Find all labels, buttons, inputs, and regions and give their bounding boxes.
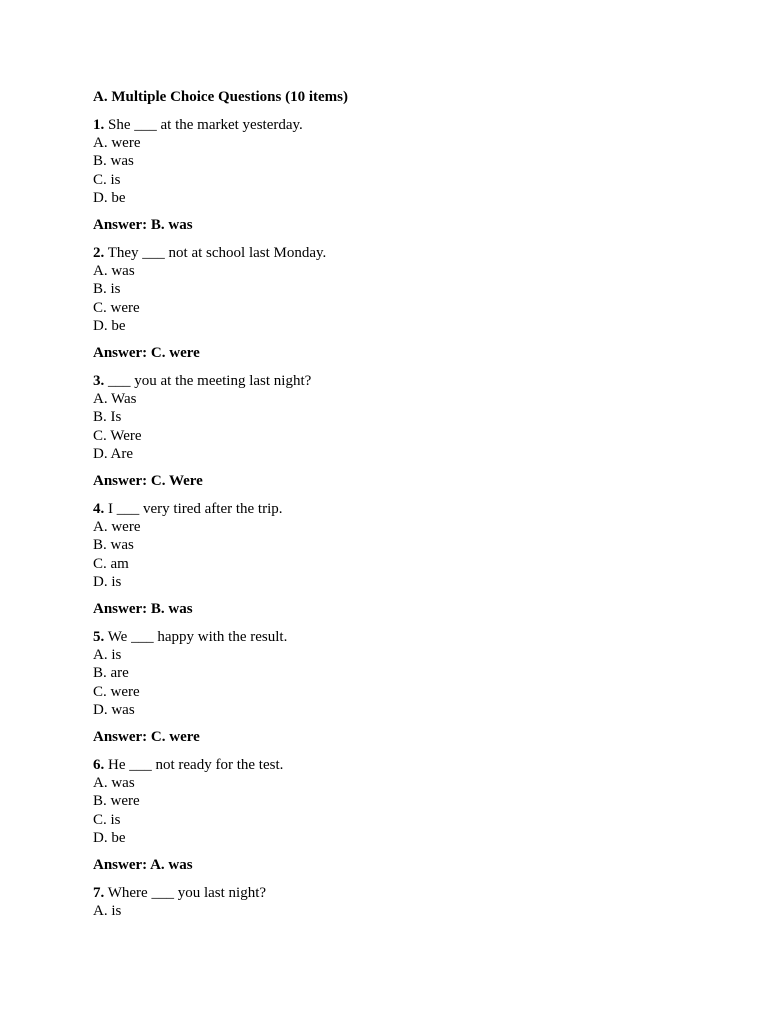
question-block-4 <box>93 500 713 618</box>
question-block-6 <box>93 756 713 874</box>
question-text: She ___ at the market yesterday. <box>104 117 303 133</box>
question-text: We ___ happy with the result. <box>104 629 288 646</box>
answer-2: Answer: C. were <box>93 345 200 362</box>
question-number: 2. <box>93 245 105 262</box>
option-c: C. Were <box>93 427 142 444</box>
question-number: 1. <box>93 117 105 133</box>
option-c: C. is <box>93 171 121 188</box>
option-d: D. be <box>93 317 126 334</box>
option-b: B. were <box>93 793 140 810</box>
section-title: A. Multiple Choice Questions (10 items) <box>93 89 348 105</box>
question-text: Where ___ you last night? <box>104 885 267 902</box>
answer-5: Answer: C. were <box>93 729 200 746</box>
question-number: 7. <box>93 885 105 902</box>
answer-4: Answer: B. was <box>93 601 193 618</box>
question-block-3 <box>93 372 713 490</box>
option-a: A. is <box>93 647 122 664</box>
question-3 <box>93 372 713 390</box>
option-d: D. be <box>93 189 126 206</box>
question-block-7 <box>93 884 713 920</box>
option-a: A. were <box>93 519 141 536</box>
question-text: I ___ very tired after the trip. <box>104 501 283 518</box>
option-d: D. was <box>93 701 135 718</box>
option-b: B. was <box>93 153 134 170</box>
question-number: 4. <box>93 501 105 518</box>
option-a: A. was <box>93 775 135 792</box>
question-7 <box>93 884 713 902</box>
question-1 <box>93 116 713 134</box>
option-d: D. is <box>93 573 122 590</box>
question-block-1 <box>93 116 713 234</box>
document-page <box>93 88 713 921</box>
option-a: A. was <box>93 263 135 280</box>
option-b: B. is <box>93 281 121 298</box>
question-2 <box>93 244 713 262</box>
question-block-5 <box>93 628 713 746</box>
question-number: 6. <box>93 757 105 774</box>
answer-6: Answer: A. was <box>93 857 193 874</box>
option-d: D. Are <box>93 445 133 462</box>
option-a: A. is <box>93 903 122 920</box>
question-4 <box>93 500 713 518</box>
option-a: A. were <box>93 135 141 152</box>
question-text: ___ you at the meeting last night? <box>104 373 312 390</box>
question-5 <box>93 628 713 646</box>
option-b: B. are <box>93 665 129 682</box>
option-d: D. be <box>93 829 126 846</box>
answer-1: Answer: B. was <box>93 217 193 234</box>
question-6 <box>93 756 713 774</box>
option-c: C. is <box>93 811 121 828</box>
question-number: 5. <box>93 629 105 646</box>
question-text: He ___ not ready for the test. <box>104 757 284 774</box>
question-text: They ___ not at school last Monday. <box>104 245 327 262</box>
option-c: C. am <box>93 555 129 572</box>
question-number: 3. <box>93 373 105 390</box>
option-c: C. were <box>93 299 140 316</box>
option-a: A. Was <box>93 391 137 408</box>
option-b: B. was <box>93 537 134 554</box>
option-b: B. Is <box>93 409 122 426</box>
option-c: C. were <box>93 683 140 700</box>
question-block-2 <box>93 244 713 362</box>
answer-3: Answer: C. Were <box>93 473 203 490</box>
